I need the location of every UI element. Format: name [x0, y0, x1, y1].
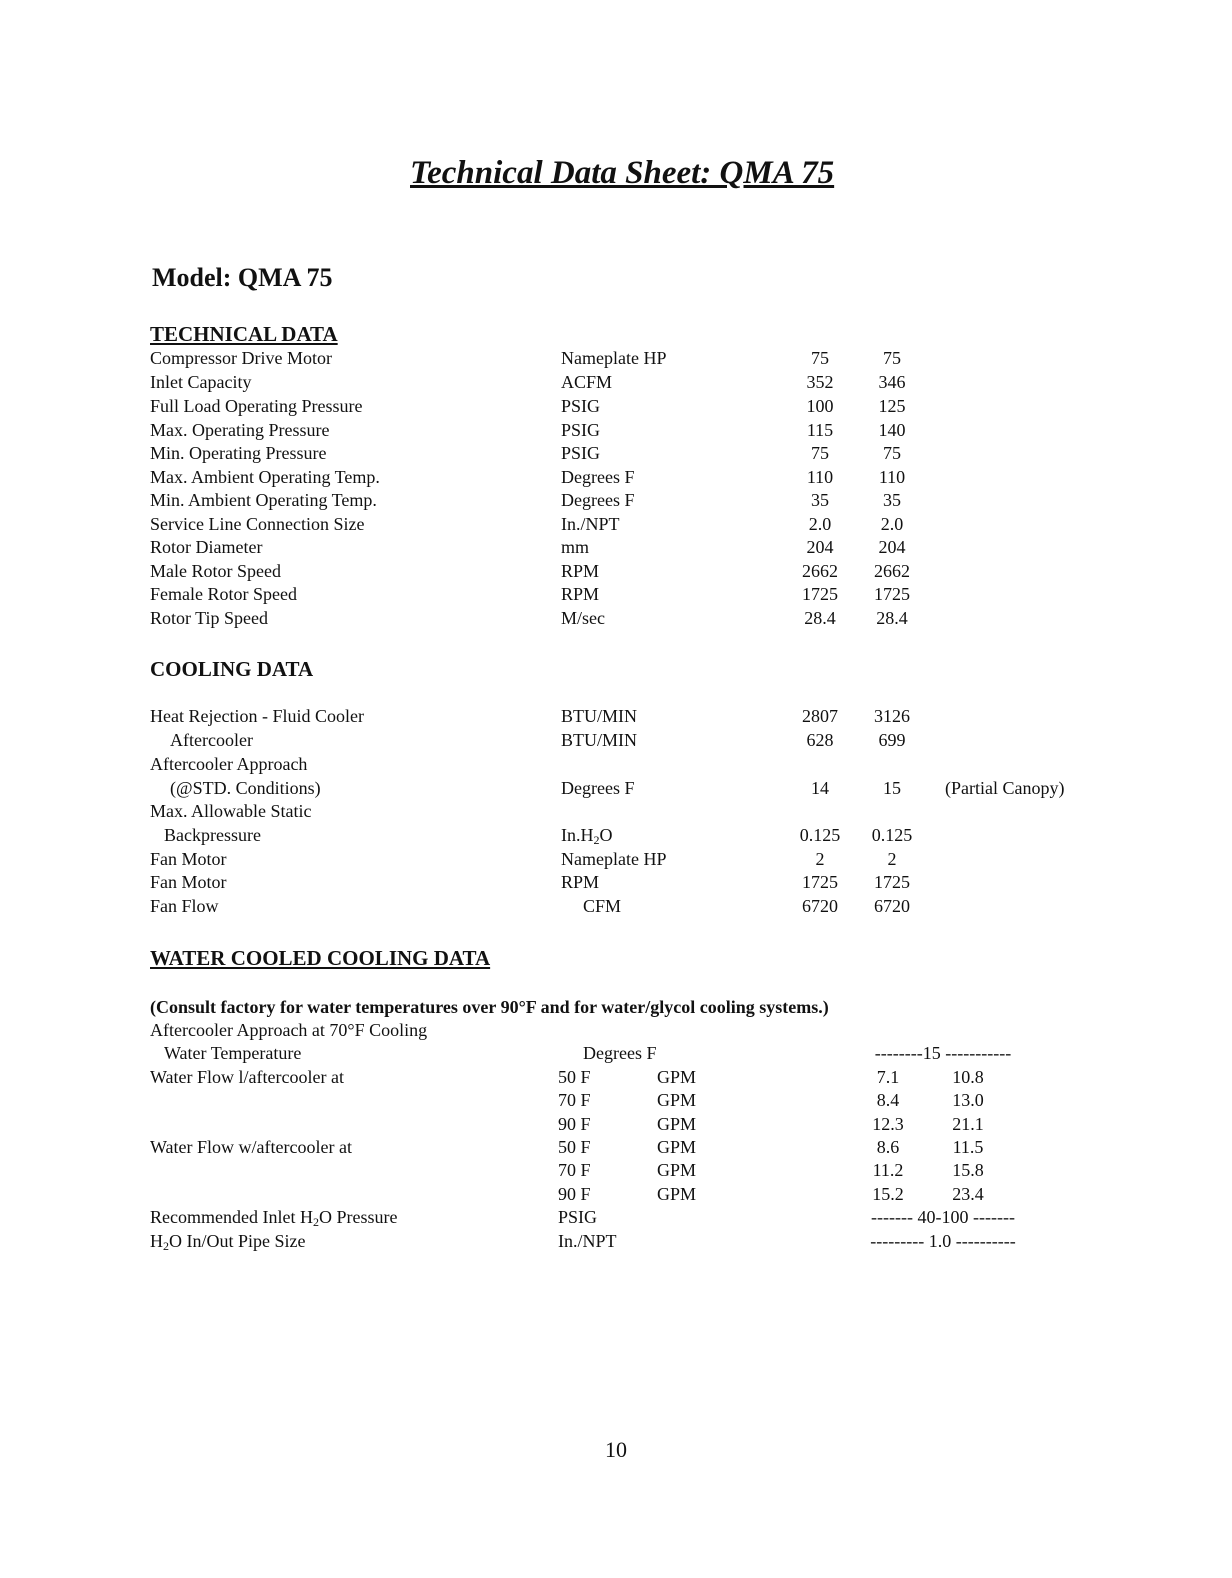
row-unit: PSIG [558, 1207, 598, 1227]
table-row [0, 801, 1232, 825]
row-value-2: 1725 [874, 872, 910, 892]
row-value-2: 35 [883, 490, 901, 510]
row-unit: CFM [583, 896, 622, 916]
table-row [0, 730, 1232, 754]
row-value-2: 75 [883, 348, 901, 368]
row-value-1: 2662 [802, 561, 838, 581]
row-temp: 90 F [558, 1184, 591, 1204]
table-row [0, 849, 1232, 873]
row-value-2: 2662 [874, 561, 910, 581]
row-value-1: 11.2 [872, 1160, 904, 1180]
row-value-1: 75 [811, 443, 829, 463]
row-value-2: 204 [878, 537, 906, 557]
row-label: Heat Rejection - Fluid Cooler [150, 706, 364, 726]
row-label: Service Line Connection Size [150, 514, 365, 534]
row-unit: RPM [561, 584, 600, 604]
row-value-1: 115 [806, 420, 834, 440]
row-temp: 70 F [558, 1160, 591, 1180]
row-label: Full Load Operating Pressure [150, 396, 363, 416]
row-value-1: 1725 [802, 872, 838, 892]
row-value-1: 8.4 [876, 1090, 900, 1110]
row-unit: GPM [657, 1184, 697, 1204]
table-row [0, 372, 1232, 396]
table-row [0, 396, 1232, 420]
row-temp: 70 F [558, 1090, 591, 1110]
row-value-2: 28.4 [876, 608, 908, 628]
row-unit: In./NPT [558, 1231, 617, 1251]
row-unit: Degrees F [561, 778, 635, 798]
row-value-2: 140 [878, 420, 906, 440]
page-title: Technical Data Sheet: QMA 75 [410, 155, 835, 191]
row-unit: BTU/MIN [561, 730, 637, 750]
row-unit: Nameplate HP [561, 348, 667, 368]
row-value-1: 8.6 [876, 1137, 900, 1157]
table-row [0, 1020, 1232, 1044]
row-label: Rotor Diameter [150, 537, 263, 557]
cooling-data-heading: COOLING DATA [150, 657, 314, 681]
row-value: --------15 ----------- [874, 1043, 1012, 1063]
table-row [0, 467, 1232, 491]
table-row [0, 1231, 1232, 1255]
row-unit: GPM [657, 1090, 697, 1110]
row-label: Aftercooler Approach [150, 754, 308, 774]
table-row [0, 1184, 1232, 1208]
table-row [0, 608, 1232, 632]
technical-data-heading: TECHNICAL DATA [150, 322, 338, 346]
row-unit [561, 825, 613, 846]
row-value-2: 15 [883, 778, 901, 798]
row-label: Male Rotor Speed [150, 561, 281, 581]
row-label: Female Rotor Speed [150, 584, 297, 604]
row-value-2: 15.8 [952, 1160, 984, 1180]
row-label: Water Flow l/aftercooler at [150, 1067, 344, 1087]
row-value-1: 6720 [802, 896, 838, 916]
row-value-2: 13.0 [952, 1090, 984, 1110]
row-unit: mm [561, 537, 590, 557]
row-value-2: 2.0 [880, 514, 904, 534]
row-label: Backpressure [164, 825, 261, 845]
row-unit: BTU/MIN [561, 706, 637, 726]
row-value-1: 352 [806, 372, 834, 392]
label-subscript: 2 [163, 1239, 169, 1253]
row-value-2: 11.5 [952, 1137, 984, 1157]
row-note: (Partial Canopy) [945, 778, 1065, 798]
row-value-2: 1725 [874, 584, 910, 604]
row-unit: PSIG [561, 443, 601, 463]
row-temp: 90 F [558, 1114, 591, 1134]
table-row [0, 1114, 1232, 1138]
row-value-1: 100 [806, 396, 834, 416]
table-row [0, 584, 1232, 608]
row-value-1: 14 [811, 778, 829, 798]
row-label: Rotor Tip Speed [150, 608, 269, 628]
row-label: (@STD. Conditions) [170, 778, 321, 798]
row-label: Water Temperature [164, 1043, 302, 1063]
row-unit: In./NPT [561, 514, 620, 534]
label-text: Recommended Inlet H [150, 1207, 313, 1227]
row-unit: Degrees F [561, 467, 635, 487]
row-label: Fan Flow [150, 896, 219, 916]
water-cooled-heading: WATER COOLED COOLING DATA [150, 946, 491, 970]
row-value-1: 12.3 [872, 1114, 904, 1134]
row-unit: Degrees F [561, 490, 635, 510]
table-row [0, 1090, 1232, 1114]
row-value-1: 2 [815, 849, 825, 869]
table-row [0, 420, 1232, 444]
row-label [150, 1231, 306, 1252]
row-value-2: 3126 [874, 706, 910, 726]
row-label: Aftercooler Approach at 70°F Cooling [150, 1020, 428, 1040]
row-value-2: 110 [878, 467, 906, 487]
unit-text: O [599, 825, 613, 845]
row-unit: GPM [657, 1160, 697, 1180]
table-row [0, 561, 1232, 585]
unit-text: In.H [561, 825, 594, 845]
row-value-2: 346 [878, 372, 906, 392]
label-text: O Pressure [318, 1207, 398, 1227]
consult-note: (Consult factory for water temperatures over 90°F and for water/glycol cooling systems.) [150, 997, 829, 1017]
unit-subscript: 2 [593, 833, 600, 847]
row-value-2: 6720 [874, 896, 910, 916]
row-label: Max. Operating Pressure [150, 420, 330, 440]
row-value-1: 15.2 [872, 1184, 904, 1204]
row-value-1: 204 [806, 537, 834, 557]
row-unit: Degrees F [583, 1043, 657, 1063]
table-row [0, 1137, 1232, 1161]
table-row [0, 825, 1232, 849]
row-label: Inlet Capacity [150, 372, 252, 392]
row-unit: ACFM [561, 372, 613, 392]
label-text: H [150, 1231, 163, 1251]
row-unit: GPM [657, 1137, 697, 1157]
row-unit: RPM [561, 872, 600, 892]
row-value-2: 10.8 [952, 1067, 984, 1087]
table-row [0, 1160, 1232, 1184]
row-value-2: 125 [878, 396, 906, 416]
row-label: Fan Motor [150, 849, 227, 869]
row-value-1: 2807 [802, 706, 838, 726]
table-row [0, 872, 1232, 896]
label-subscript: 2 [312, 1215, 319, 1229]
table-row [0, 537, 1232, 561]
row-label: Compressor Drive Motor [150, 348, 332, 368]
row-label: Min. Operating Pressure [150, 443, 327, 463]
row-value-2: 23.4 [952, 1184, 984, 1204]
row-value-1: 75 [811, 348, 829, 368]
row-value-1: 2.0 [808, 514, 832, 534]
row-value-1: 28.4 [804, 608, 836, 628]
page-number: 10 [605, 1437, 627, 1462]
row-value-1: 0.125 [799, 825, 841, 845]
table-row [0, 896, 1232, 920]
table-row [0, 778, 1232, 802]
row-unit: Nameplate HP [561, 849, 667, 869]
row-value-1: 110 [806, 467, 834, 487]
row-label [150, 1207, 397, 1228]
table-row [0, 490, 1232, 514]
row-value-1: 628 [806, 730, 834, 750]
row-value: ------- 40-100 ------- [871, 1207, 1015, 1227]
table-row [0, 754, 1232, 778]
row-value-1: 35 [811, 490, 829, 510]
table-row [0, 348, 1232, 372]
row-value-1: 1725 [802, 584, 838, 604]
row-unit: M/sec [561, 608, 605, 628]
model-heading: Model: QMA 75 [152, 263, 333, 292]
row-label: Max. Ambient Operating Temp. [150, 467, 380, 487]
table-row [0, 1043, 1232, 1067]
row-temp: 50 F [558, 1137, 591, 1157]
row-value-2: 2 [887, 849, 897, 869]
table-row [0, 1067, 1232, 1091]
row-label: Max. Allowable Static [150, 801, 312, 821]
row-unit: RPM [561, 561, 600, 581]
row-value-1: 7.1 [876, 1067, 900, 1087]
row-label: Water Flow w/aftercooler at [150, 1137, 352, 1157]
table-row [0, 1207, 1232, 1231]
table-row [0, 514, 1232, 538]
row-unit: GPM [657, 1067, 697, 1087]
table-row [0, 443, 1232, 467]
table-row [0, 706, 1232, 730]
row-value: --------- 1.0 ---------- [870, 1231, 1016, 1251]
row-unit: PSIG [561, 420, 601, 440]
row-unit: GPM [657, 1114, 697, 1134]
row-label: Min. Ambient Operating Temp. [150, 490, 377, 510]
row-temp: 50 F [558, 1067, 591, 1087]
row-label: Aftercooler [170, 730, 253, 750]
label-text: O In/Out Pipe Size [169, 1231, 306, 1251]
row-value-2: 75 [883, 443, 901, 463]
row-unit: PSIG [561, 396, 601, 416]
row-value-2: 0.125 [871, 825, 913, 845]
row-label: Fan Motor [150, 872, 227, 892]
row-value-2: 699 [878, 730, 906, 750]
row-value-2: 21.1 [952, 1114, 984, 1134]
